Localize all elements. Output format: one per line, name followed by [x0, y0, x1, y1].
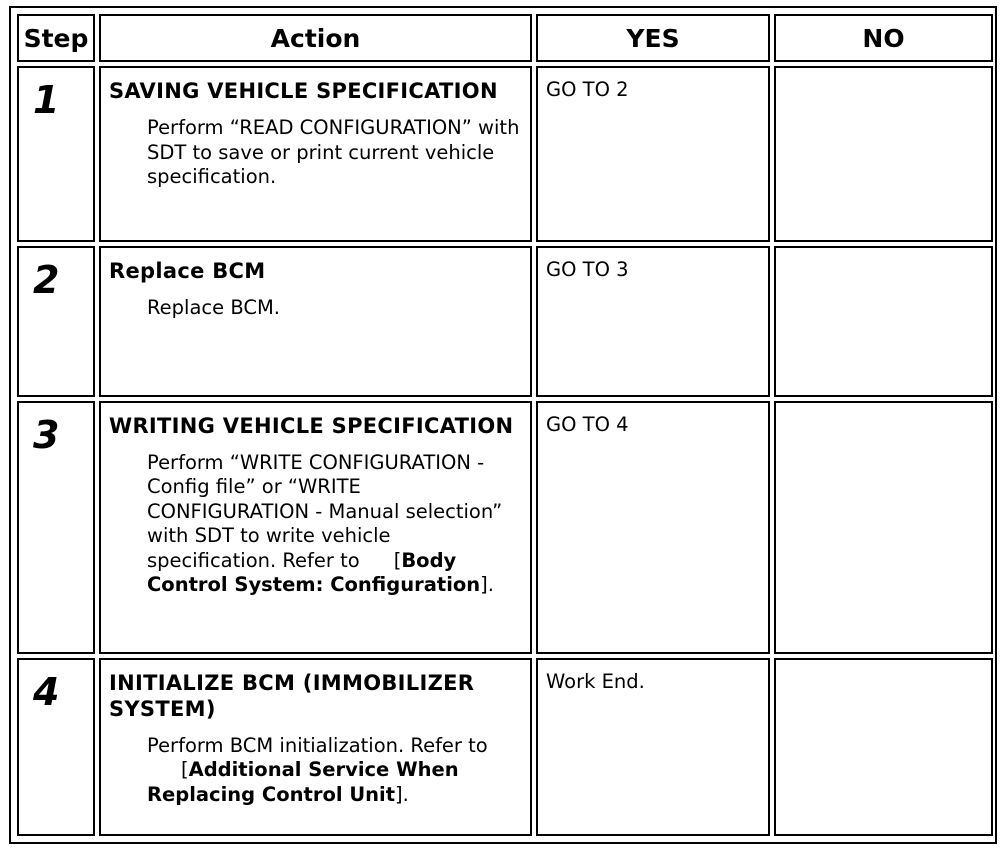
no-cell	[774, 66, 993, 241]
action-cell	[99, 66, 532, 241]
no-cell	[774, 401, 993, 654]
table-row	[17, 658, 993, 836]
table-row	[17, 401, 993, 654]
yes-cell: Work End.	[536, 658, 770, 836]
table-row	[17, 246, 993, 397]
action-description: Replace BCM.	[147, 295, 281, 319]
action-description	[147, 734, 520, 808]
yes-cell: GO TO 3	[536, 246, 770, 397]
action-title: INITIALIZE BCM (IMMOBILIZER SYSTEM)	[109, 670, 475, 721]
header-yes: YES	[536, 14, 770, 62]
no-cell	[774, 246, 993, 397]
ref-close-bracket: ].	[480, 573, 494, 597]
action-description: Perform “READ CONFIGURATION” with SDT to save or print current vehicle specification.	[147, 116, 520, 189]
action-description-text: Perform “WRITE CONFIGURATION - Config file” or “WRITE CONFIGURATION - Manual selection” with SDT to write vehicle specification. Refer to	[147, 450, 503, 572]
step-number: 2	[17, 246, 95, 397]
yes-cell: GO TO 4	[536, 401, 770, 654]
procedure-table	[13, 10, 997, 840]
yes-cell: GO TO 2	[536, 66, 770, 241]
ref-close-bracket: ].	[395, 782, 409, 806]
header-row	[17, 14, 993, 62]
action-title: SAVING VEHICLE SPECIFICATION	[109, 79, 498, 104]
header-no: NO	[774, 14, 993, 62]
action-description	[147, 451, 520, 598]
table-row	[17, 66, 993, 241]
header-step: Step	[17, 14, 95, 62]
action-description-text: Perform BCM initialization. Refer to	[147, 733, 488, 757]
step-number: 3	[17, 401, 95, 654]
header-action: Action	[99, 14, 532, 62]
action-cell	[99, 401, 532, 654]
action-cell	[99, 246, 532, 397]
action-title: Replace BCM	[109, 258, 266, 283]
action-cell	[99, 658, 532, 836]
action-title: WRITING VEHICLE SPECIFICATION	[109, 413, 514, 438]
procedure-table-frame	[9, 6, 997, 844]
no-cell	[774, 658, 993, 836]
step-number: 1	[17, 66, 95, 241]
reference-link: Body Control System: Configuration	[147, 548, 481, 597]
ref-open-bracket: [	[393, 548, 402, 572]
reference-link: Additional Service When Replacing Control Unit	[147, 758, 459, 806]
step-number: 4	[17, 658, 95, 836]
ref-open-bracket: [	[181, 758, 189, 782]
